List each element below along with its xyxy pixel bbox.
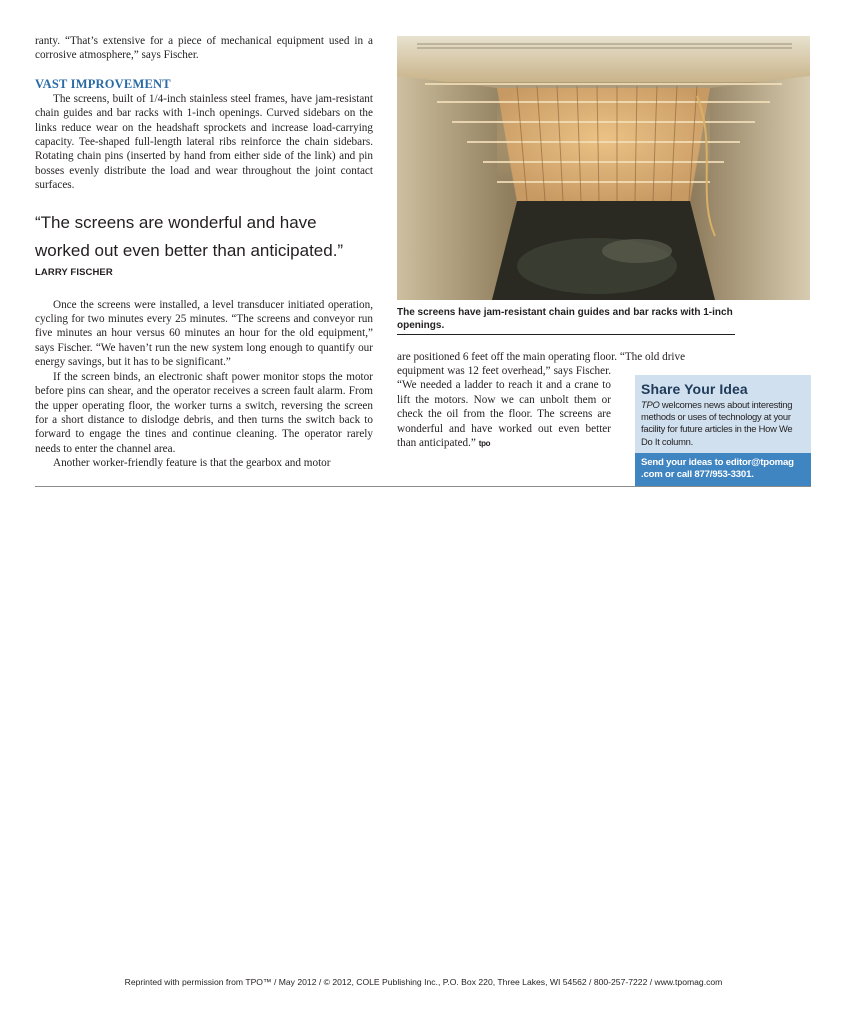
share-your-idea-box [635, 375, 811, 486]
share-box-body [641, 399, 805, 448]
right-column-paragraph-text: equipment was 12 feet overhead,” says Fischer. “We needed a ladder to reach it and a crane to lift the motors. Now we can unbolt them or check the oil from the floor. The screens are wonderful and have worked out even better than anticipated.” [397, 365, 611, 450]
share-box-title: Share Your Idea [641, 381, 748, 397]
paragraph-intro: ranty. “That’s extensive for a piece of mechanical equipment used in a corrosive atmosphere,” says Fischer. [35, 35, 373, 62]
section-divider [35, 486, 811, 487]
share-box-tpo: TPO [641, 399, 660, 410]
share-box-body-text: welcomes news about interesting methods or uses of technology at your facility for future articles in the How We Do It column. [641, 399, 793, 447]
right-column-paragraph [397, 364, 611, 451]
end-mark: tpo [478, 439, 491, 449]
reprint-footer: Reprinted with permission from TPO™ / May 2012 / © 2012, COLE Publishing Inc., P.O. Box 220, Three Lakes, WI 54562 / 800-257-7222 / www.tpomag.com [124, 977, 723, 987]
share-box-cta: Send your ideas to editor@tpomag .com or call 877/953-3301. [635, 453, 811, 486]
pull-quote-attribution: LARRY FISCHER [35, 266, 113, 278]
photo-caption: The screens have jam-resistant chain guides and bar racks with 1-inch openings. [397, 306, 735, 335]
paragraph-transducer: Once the screens were installed, a level transducer initiated operation, cycling for two minutes every 25 minutes. “The screens and conveyor run five minutes an hour versus 60 minutes an hour for the old equipment,” says Fischer. “We haven’t run the new system long enough to quantify our energy savings, but it has to be significant.” [35, 298, 373, 369]
paragraph-screen-binds: If the screen binds, an electronic shaft power monitor stops the motor before pins can shear, and the operator receives a screen fault alarm. From the upper operating floor, the worker turns a switch, reversing the screen for a short distance to dislodge debris, and then turns the switch back to forward to engage the tines and continue cleaning. The operator rarely needs to enter the channel area. [35, 370, 373, 455]
left-column [35, 34, 373, 471]
article-photo [397, 36, 810, 300]
paragraph-screens: The screens, built of 1/4-inch stainless steel frames, have jam-resistant chain guides and bar racks with 1-inch openings. Curved sidebars on the links reduce wear on the headshaft sprockets and increase load-carrying capacity. Tee-shaped full-length lateral ribs reinforce the chain sidebars. Rotating chain pins (inserted by hand from either side of the link) and pin bosses evenly distribute the load and wear throughout the joint contact surfaces. [35, 92, 373, 192]
share-box-top [635, 375, 811, 453]
screen-channel-photo [397, 36, 810, 300]
subhead-vast-improvement: VAST IMPROVEMENT [35, 76, 171, 91]
right-column-top-line: are positioned 6 feet off the main operating floor. “The old drive [397, 351, 686, 363]
paragraph-gearbox: Another worker-friendly feature is that the gearbox and motor [53, 457, 331, 470]
pull-quote: “The screens are wonderful and have worked out even better than anticipated.” [35, 212, 344, 260]
